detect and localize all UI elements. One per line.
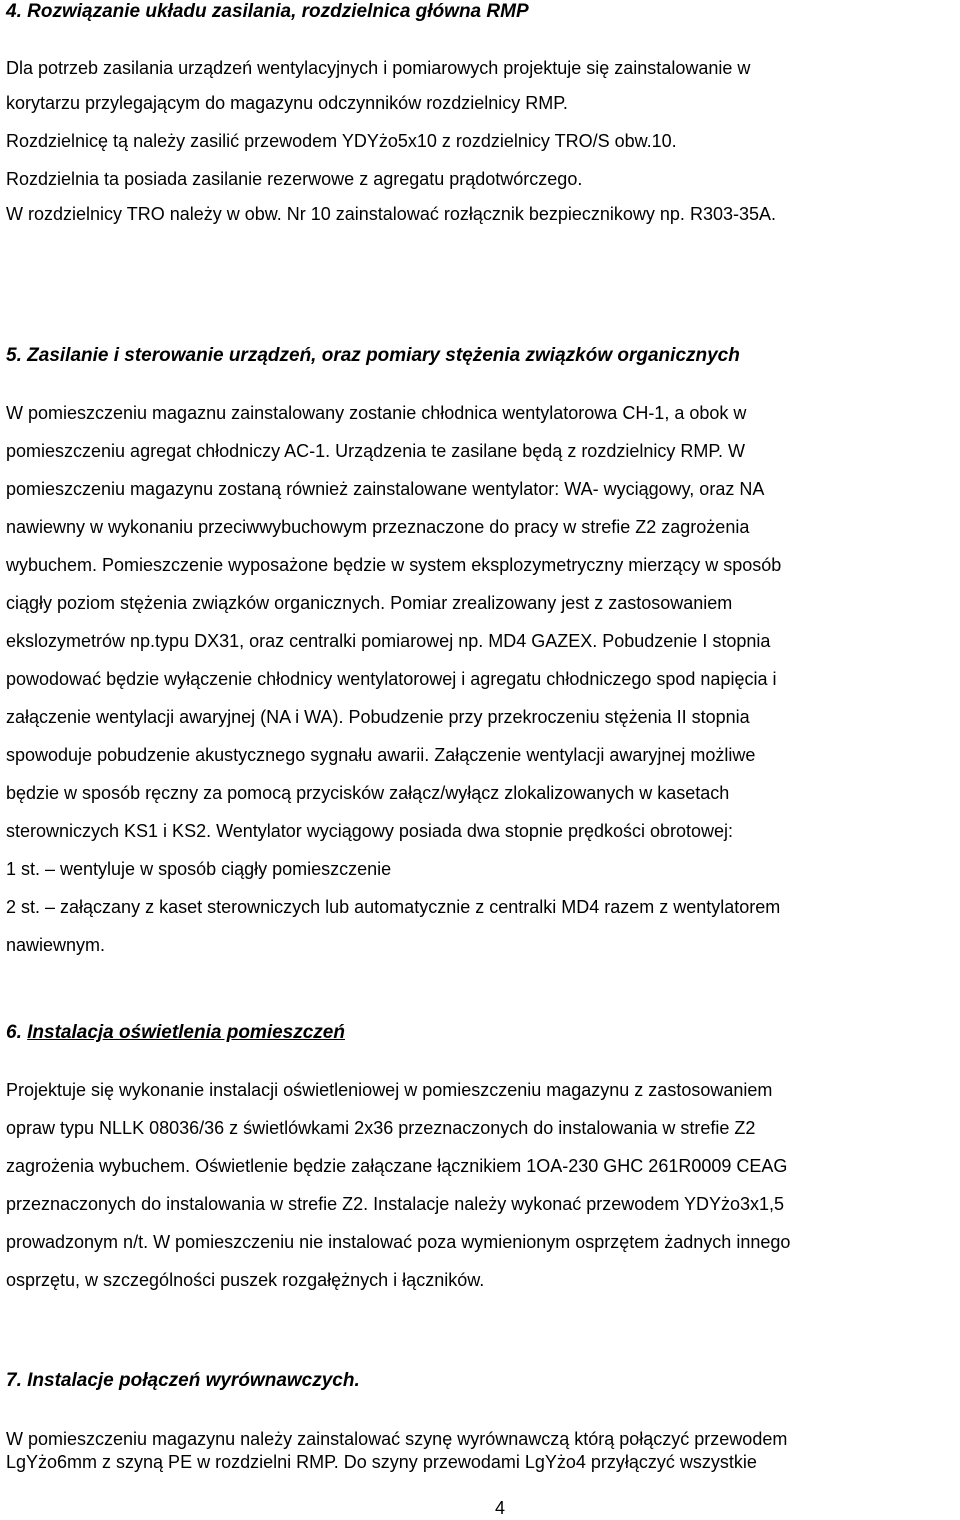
section-5-line-4: nawiewny w wykonaniu przeciwwybuchowym przeznaczone do pracy w strefie Z2 zagrożenia [6, 517, 750, 537]
section-6-line-6: osprzętu, w szczególności puszek rozgałężnych i łączników. [6, 1270, 485, 1290]
section-7-line-1: W pomieszczeniu magazynu należy zainstalować szynę wyrównawczą którą połączyć przewodem [6, 1429, 788, 1449]
section-4-line-3: Rozdzielnicę tą należy zasilić przewodem YDYżo5x10 z rozdzielnicy TRO/S obw.10. [6, 131, 677, 151]
section-6-heading [6, 1022, 345, 1044]
section-6-line-5: prowadzonym n/t. W pomieszczeniu nie instalować poza wymienionym osprzętem żadnych innego [6, 1232, 791, 1252]
section-5-line-8: powodować będzie wyłączenie chłodnicy wentylatorowej i agregatu chłodniczego spod napięcia i [6, 669, 777, 689]
section-6-heading-number: 6. [6, 1022, 22, 1043]
section-6-heading-text: Instalacja oświetlenia pomieszczeń [27, 1022, 345, 1043]
section-5-line-9: załączenie wentylacji awaryjnej (NA i WA). Pobudzenie przy przekroczeniu stężenia II stopnia [6, 707, 750, 727]
section-6-line-4: przeznaczonych do instalowania w strefie Z2. Instalacje należy wykonać przewodem YDYżo3x1,5 [6, 1194, 785, 1214]
section-5-line-15: nawiewnym. [6, 935, 106, 955]
section-5-line-1: W pomieszczeniu magaznu zainstalowany zostanie chłodnica wentylatorowa CH-1, a obok w [6, 403, 747, 423]
section-5-line-5: wybuchem. Pomieszczenie wyposażone będzie w system eksplozymetryczny mierzący w sposób [6, 555, 782, 575]
section-5-heading-number: 5. [6, 345, 22, 366]
section-7-line-2: LgYżo6mm z szyną PE w rozdzielni RMP. Do szyny przewodami LgYżo4 przyłączyć wszystkie [6, 1452, 757, 1472]
section-5-heading-text: Zasilanie i sterowanie urządzeń, oraz pomiary stężenia związków organicznych [27, 345, 740, 366]
section-4-line-4: Rozdzielnia ta posiada zasilanie rezerwowe z agregatu prądotwórczego. [6, 169, 583, 189]
section-6-line-1: Projektuje się wykonanie instalacji oświetleniowej w pomieszczeniu magazynu z zastosowaniem [6, 1080, 773, 1100]
section-5-line-6: ciągły poziom stężenia związków organicznych. Pomiar zrealizowany jest z zastosowaniem [6, 593, 733, 613]
section-6-line-3: zagrożenia wybuchem. Oświetlenie będzie załączane łącznikiem 1OA-230 GHC 261R0009 CEAG [6, 1156, 788, 1176]
section-5-line-11: będzie w sposób ręczny za pomocą przycisków załącz/wyłącz zlokalizowanych w kasetach [6, 783, 730, 803]
section-5-heading [6, 345, 740, 367]
section-4-heading: 4. Rozwiązanie układu zasilania, rozdzielnica główna RMP [6, 1, 529, 22]
section-4-line-5: W rozdzielnicy TRO należy w obw. Nr 10 zainstalować rozłącznik bezpiecznikowy np. R303-35A. [6, 204, 776, 224]
section-4-line-1: Dla potrzeb zasilania urządzeń wentylacyjnych i pomiarowych projektuje się zainstalowanie w [6, 58, 751, 78]
section-5-line-14: 2 st. – załączany z kaset sterowniczych lub automatycznie z centralki MD4 razem z wentylatorem [6, 897, 781, 917]
section-5-line-7: ekslozymetrów np.typu DX31, oraz centralki pomiarowej np. MD4 GAZEX. Pobudzenie I stopnia [6, 631, 771, 651]
section-5-line-12: sterowniczych KS1 i KS2. Wentylator wyciągowy posiada dwa stopnie prędkości obrotowej: [6, 821, 734, 841]
section-5-line-3: pomieszczeniu magazynu zostaną również zainstalowane wentylator: WA- wyciągowy, oraz NA [6, 479, 765, 499]
section-6-line-2: opraw typu NLLK 08036/36 z świetlówkami 2x36 przeznaczonych do instalowania w strefie Z2 [6, 1118, 756, 1138]
page-number: 4 [494, 1498, 505, 1518]
section-5-line-13: 1 st. – wentyluje w sposób ciągły pomieszczenie [6, 859, 392, 879]
section-7-heading: 7. Instalacje połączeń wyrównawczych. [6, 1370, 360, 1391]
section-4-line-2: korytarzu przylegającym do magazynu odczynników rozdzielnicy RMP. [6, 93, 568, 113]
section-5-line-10: spowoduje pobudzenie akustycznego sygnału awarii. Załączenie wentylacji awaryjnej możliwe [6, 745, 756, 765]
section-5-line-2: pomieszczeniu agregat chłodniczy AC-1. Urządzenia te zasilane będą z rozdzielnicy RMP. W [6, 441, 746, 461]
